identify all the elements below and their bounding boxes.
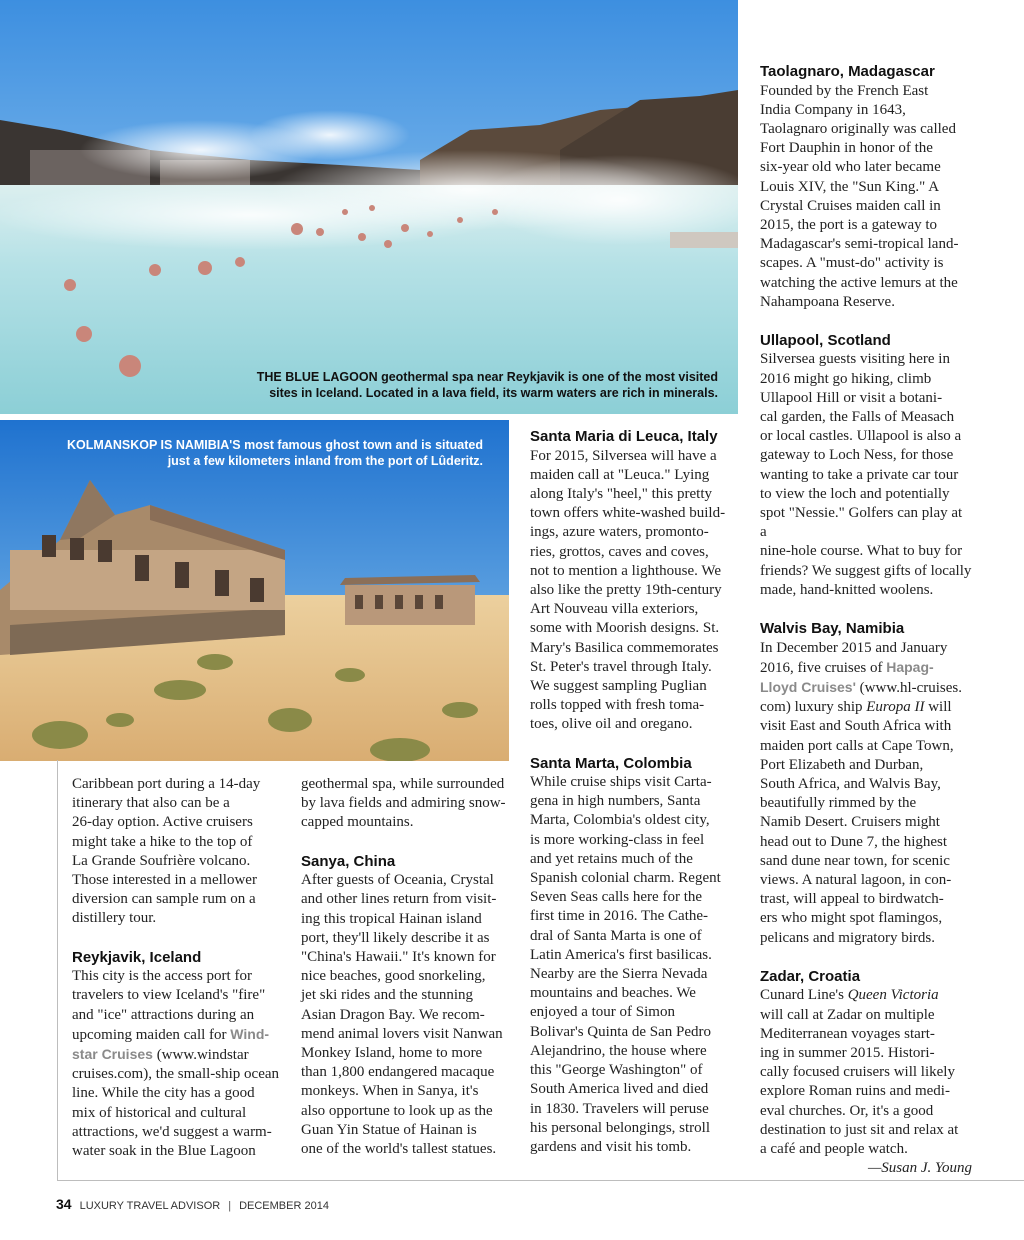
paragraph-line: South Africa, and Walvis Bay, <box>760 776 941 792</box>
paragraph-line: watching the active lemurs at the <box>760 274 958 291</box>
paragraph-line: Monkey Island, home to more <box>301 1044 483 1061</box>
hapag-lloyd-brand: Lloyd Cruises' <box>760 678 856 695</box>
text-run: will <box>928 699 952 716</box>
section-gap <box>530 735 742 754</box>
paragraph-line: eval churches. Or, it's a good <box>760 1102 934 1119</box>
paragraph-line: attractions, we'd suggest a warm- <box>72 1123 272 1140</box>
paragraph-line: This city is the access port for <box>72 968 252 985</box>
paragraph-line: ing this tropical Hainan island <box>301 910 482 927</box>
paragraph-line: this "George Washington" of <box>530 1062 703 1079</box>
section-gap <box>301 833 511 852</box>
kolmanskop-photo <box>0 420 509 761</box>
section-heading-reykjavik: Reykjavik, Iceland <box>72 948 202 966</box>
column-4 <box>760 62 972 1178</box>
paragraph-line: cally focused cruisers will likely <box>760 1064 955 1081</box>
text-run: Cunard Line's <box>760 987 844 1004</box>
paragraph-line: nice beaches, good snorkeling, <box>301 968 486 985</box>
paragraph-line: by lava fields and admiring snow- <box>301 795 506 812</box>
paragraph-line: not to mention a lighthouse. We <box>530 562 721 579</box>
page-footer <box>56 1196 329 1212</box>
kolmanskop-caption <box>40 437 483 469</box>
paragraph-line: South America lived and died <box>530 1081 709 1098</box>
paragraph-line: India Company in 1643, <box>760 101 906 118</box>
paragraph-line: ings, azure waters, promonto- <box>530 524 709 541</box>
paragraph-line: diversion can sample rum on a <box>72 891 256 908</box>
kolmanskop-caption-line: KOLMANSKOP IS NAMIBIA'S most famous ghost town and is situated <box>67 438 483 452</box>
paragraph-line: Nahampoana Reserve. <box>760 293 895 310</box>
text-run: 2016, five cruises of <box>760 659 883 676</box>
paragraph-line: Taolagnaro originally was called <box>760 120 956 137</box>
paragraph-line: Art Nouveau villa exteriors, <box>530 601 699 618</box>
paragraph-line: Ullapool Hill or visit a botani- <box>760 389 943 406</box>
paragraph-line: gena in high numbers, Santa <box>530 793 701 810</box>
paragraph-line: mix of historical and cultural <box>72 1104 247 1121</box>
paragraph-line: Guan Yin Statue of Hainan is <box>301 1121 477 1138</box>
paragraph-line: water soak in the Blue Lagoon <box>72 1142 256 1159</box>
paragraph-line: to view the loch and potentially <box>760 485 950 502</box>
paragraph-line: nine-hole course. What to buy for <box>760 543 963 560</box>
paragraph-line <box>72 1045 287 1065</box>
paragraph-line: first time in 2016. The Cathe- <box>530 908 709 925</box>
paragraph-line: Asian Dragon Bay. We recom- <box>301 1006 485 1023</box>
paragraph-line: destination to just sit and relax at <box>760 1121 959 1138</box>
page-number: 34 <box>56 1196 72 1212</box>
paragraph-line: Port Elizabeth and Durban, <box>760 756 924 773</box>
paragraph-line: gateway to Loch Ness, for those <box>760 447 954 464</box>
paragraph-line: along Italy's "heel," this pretty <box>530 485 712 502</box>
paragraph-line: Bolivar's Quinta de San Pedro <box>530 1023 712 1040</box>
paragraph-line: Nearby are the Sierra Nevada <box>530 966 708 983</box>
footer-separator: | <box>228 1200 232 1212</box>
column-1 <box>72 775 287 1161</box>
paragraph-line: ers who might spot flamingos, <box>760 910 943 927</box>
paragraph-line: views. A natural lagoon, in con- <box>760 872 952 889</box>
paragraph-line: spot "Nessie." Golfers can play at a <box>760 505 963 541</box>
paragraph-line: "China's Hawaii." It's known for <box>301 948 496 965</box>
paragraph-line: toes, olive oil and oregano. <box>530 716 693 733</box>
paragraph-line: After guests of Oceania, Crystal <box>301 872 494 889</box>
paragraph-line: capped mountains. <box>301 814 414 831</box>
paragraph-line: six-year old who later became <box>760 159 941 176</box>
publication-name: LUXURY TRAVEL ADVISOR <box>79 1200 221 1212</box>
paragraph-line: also opportune to look up as the <box>301 1102 493 1119</box>
paragraph-line: made, hand-knitted woolens. <box>760 581 934 598</box>
paragraph-line: might take a hike to the top of <box>72 833 253 850</box>
paragraph-line: visit East and South Africa with <box>760 718 952 735</box>
paragraph-line: jet ski rides and the stunning <box>301 987 474 1004</box>
paragraph-line: explore Roman ruins and medi- <box>760 1083 950 1100</box>
paragraph-line: Alejandrino, the house where <box>530 1042 707 1059</box>
section-heading-taolagnaro: Taolagnaro, Madagascar <box>760 63 935 80</box>
vertical-rule <box>57 760 58 1180</box>
blue-lagoon-caption-line: THE BLUE LAGOON geothermal spa near Reykjavik is one of the most visited <box>256 370 718 384</box>
paragraph-line: Louis XIV, the "Sun King." A <box>760 178 940 195</box>
paragraph-line: town offers white-washed build- <box>530 505 726 522</box>
paragraph-line: head out to Dune 7, the highest <box>760 833 948 850</box>
paragraph-line: Latin America's first basilicas. <box>530 946 712 963</box>
hapag-lloyd-brand: Hapag- <box>886 658 934 675</box>
paragraph-line: in 1830. Travelers will peruse <box>530 1100 709 1117</box>
paragraph-line: monkeys. When in Sanya, it's <box>301 1083 479 1100</box>
paragraph-line: and "ice" attractions during an <box>72 1006 255 1023</box>
paragraph-line: Silversea guests visiting here in <box>760 351 950 368</box>
paragraph-line: While cruise ships visit Carta- <box>530 774 712 791</box>
section-heading-ullapool: Ullapool, Scotland <box>760 331 891 349</box>
paragraph-line: Seven Seas calls here for the <box>530 889 703 906</box>
section-heading-sanya: Sanya, China <box>301 852 396 870</box>
paragraph-line: Founded by the French East <box>760 82 929 99</box>
paragraph-line: cal garden, the Falls of Measach <box>760 409 955 426</box>
blue-lagoon-caption <box>200 369 718 401</box>
paragraph-line: Namib Desert. Cruisers might <box>760 814 940 831</box>
paragraph-line: also like the pretty 19th-century <box>530 581 722 598</box>
paragraph-line: mend animal lovers visit Nanwan <box>301 1025 503 1042</box>
paragraph-line: port, they'll likely describe it as <box>301 929 490 946</box>
paragraph-line: friends? We suggest gifts of locally <box>760 562 972 579</box>
section-gap <box>72 929 287 948</box>
blue-lagoon-photo <box>0 0 738 414</box>
column-3 <box>530 427 742 1157</box>
section-gap <box>760 948 972 967</box>
paragraph-line: or local castles. Ullapool is also a <box>760 428 962 445</box>
paragraph-line: wanting to take a private car tour <box>760 466 959 483</box>
horizontal-rule <box>57 1180 1024 1181</box>
kolmanskop-caption-line: just a few kilometers inland from the port of Lûderitz. <box>167 454 483 468</box>
paragraph-line: trast, will appeal to birdwatch- <box>760 891 944 908</box>
paragraph-line: will call at Zadar on multiple <box>760 1006 935 1023</box>
text-run: (www.windstar <box>156 1046 249 1063</box>
windstar-brand: star Cruises <box>72 1045 153 1062</box>
issue-date: DECEMBER 2014 <box>239 1200 329 1212</box>
paragraph-line: beautifully rimmed by the <box>760 795 917 812</box>
ship-name: Queen Victoria <box>847 987 939 1004</box>
paragraph-line: line. While the city has a good <box>72 1085 255 1102</box>
paragraph-line: In December 2015 and January <box>760 639 948 656</box>
paragraph-line: dral of Santa Marta is one of <box>530 927 702 944</box>
paragraph-line: Marta, Colombia's oldest city, <box>530 812 710 829</box>
section-gap <box>760 600 972 619</box>
paragraph-line: scapes. A "must-do" activity is <box>760 255 944 272</box>
section-heading-leuca: Santa Maria di Leuca, Italy <box>530 428 718 445</box>
paragraph-line <box>72 1025 287 1045</box>
section-heading-zadar: Zadar, Croatia <box>760 967 861 985</box>
section-gap <box>760 312 972 331</box>
paragraph-line: gardens and visit his tomb. <box>530 1138 692 1155</box>
paragraph-line: geothermal spa, while surrounded <box>301 776 505 792</box>
section-heading-walvis-bay: Walvis Bay, Namibia <box>760 620 905 638</box>
paragraph-line: and yet retains much of the <box>530 850 693 867</box>
text-run: com) luxury ship <box>760 699 863 716</box>
paragraph-line: 2016 might go hiking, climb <box>760 370 932 387</box>
paragraph-line: 2015, the port is a gateway to <box>760 216 938 233</box>
paragraph-line: enjoyed a tour of Simon <box>530 1004 675 1021</box>
paragraph-line: itinerary that also can be a <box>72 795 230 812</box>
windstar-brand: Wind- <box>230 1025 270 1042</box>
paragraph-line: rolls topped with fresh toma- <box>530 697 705 714</box>
author-signature: —Susan J. Young <box>867 1160 972 1177</box>
paragraph-line: We suggest sampling Puglian <box>530 677 707 694</box>
blue-lagoon-caption-line: sites in Iceland. Located in a lava field, its warm waters are rich in minerals. <box>269 386 718 400</box>
paragraph-line: one of the world's tallest statues. <box>301 1140 497 1157</box>
paragraph-line: travelers to view Iceland's "fire" <box>72 987 266 1004</box>
paragraph-line: his personal belongings, stroll <box>530 1119 710 1136</box>
paragraph-line <box>760 678 972 698</box>
paragraph-line: than 1,800 endangered macaque <box>301 1064 495 1081</box>
paragraph-line: Fort Dauphin in honor of the <box>760 140 933 157</box>
paragraph-line: mountains and beaches. We <box>530 985 696 1002</box>
paragraph-line <box>760 658 972 678</box>
paragraph-line: and other lines return from visit- <box>301 891 497 908</box>
paragraph-line: ing in summer 2015. Histori- <box>760 1044 935 1061</box>
paragraph-line: Crystal Cruises maiden call in <box>760 197 941 214</box>
paragraph-line: some with Moorish designs. St. <box>530 620 720 637</box>
paragraph-line: 26-day option. Active cruisers <box>72 814 253 831</box>
paragraph-line: a café and people watch. <box>760 1140 908 1157</box>
paragraph-line: Mediterranean voyages start- <box>760 1025 935 1042</box>
paragraph-line: ries, grottos, caves and coves, <box>530 543 709 560</box>
paragraph-line: Those interested in a mellower <box>72 872 257 889</box>
ship-name: Europa II <box>866 699 925 716</box>
column-2 <box>301 775 511 1159</box>
paragraph-line: Spanish colonial charm. Regent <box>530 870 721 887</box>
text-run: (www.hl-cruises. <box>859 679 963 696</box>
paragraph-line <box>760 698 972 717</box>
paragraph-line: pelicans and migratory birds. <box>760 929 935 946</box>
paragraph-line: maiden port calls at Cape Town, <box>760 737 954 754</box>
paragraph-line: For 2015, Silversea will have a <box>530 447 717 464</box>
paragraph-line <box>760 986 972 1005</box>
section-heading-santa-marta: Santa Marta, Colombia <box>530 754 692 772</box>
paragraph-line: cruises.com), the small-ship ocean <box>72 1066 280 1083</box>
paragraph-line: sand dune near town, for scenic <box>760 852 950 869</box>
paragraph-line: Madagascar's semi-tropical land- <box>760 236 959 253</box>
paragraph-line: maiden call at "Leuca." Lying <box>530 466 710 483</box>
paragraph-line: La Grande Soufrière volcano. <box>72 852 251 869</box>
text-run: upcoming maiden call for <box>72 1026 227 1043</box>
paragraph-line: Caribbean port during a 14-day <box>72 776 261 792</box>
paragraph-line: St. Peter's travel through Italy. <box>530 658 712 675</box>
paragraph-line: Mary's Basilica commemorates <box>530 639 719 656</box>
paragraph-line: distillery tour. <box>72 910 157 927</box>
paragraph-line: is more working-class in feel <box>530 831 705 848</box>
